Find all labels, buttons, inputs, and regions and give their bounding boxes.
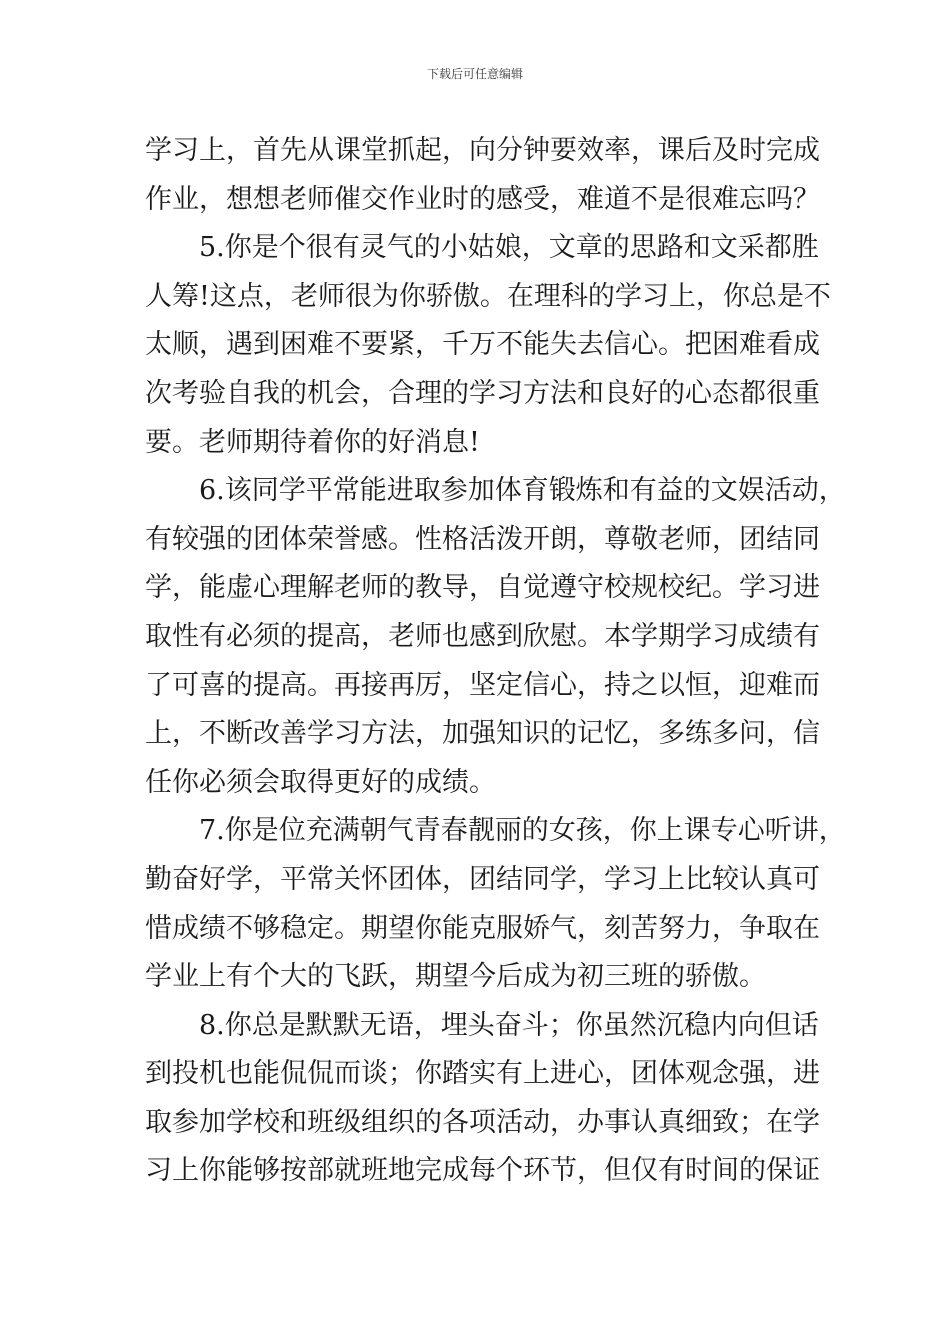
text-line: 要。老师期待着你的好消息! bbox=[145, 426, 480, 458]
paragraph-item-8 bbox=[145, 1002, 820, 1196]
text-line: 学，能虚心理解老师的教导，自觉遵守校规校纪。学习进 bbox=[145, 572, 820, 604]
text-line: 6.该同学平常能进取参加体育锻炼和有益的文娱活动， bbox=[199, 475, 846, 507]
text-line: 7.你是位充满朝气青春靓丽的女孩，你上课专心听讲， bbox=[199, 815, 846, 847]
text-line: 次考验自我的机会，合理的学习方法和良好的心态都很重 bbox=[145, 377, 820, 409]
text-line: 有较强的团体荣誉感。性格活泼开朗，尊敬老师，团结同 bbox=[145, 523, 820, 555]
text-line: 上，不断改善学习方法，加强知识的记忆，多练多问，信 bbox=[145, 718, 820, 750]
text-line: 勤奋好学，平常关怀团体，团结同学，学习上比较认真可 bbox=[145, 863, 820, 895]
text-line: 习上你能够按部就班地完成每个环节，但仅有时间的保证 bbox=[145, 1155, 820, 1187]
text-line: 取性有必须的提高，老师也感到欣慰。本学期学习成绩有 bbox=[145, 620, 820, 652]
text-line: 任你必须会取得更好的成绩。 bbox=[145, 766, 496, 798]
page-header: 下载后可任意编辑 bbox=[426, 67, 523, 81]
paragraph-item-6 bbox=[145, 467, 846, 807]
text-line: 5.你是个很有灵气的小姑娘，文章的思路和文采都胜 bbox=[199, 232, 819, 264]
text-line: 取参加学校和班级组织的各项活动，办事认真细致；在学 bbox=[145, 1106, 820, 1138]
text-line: 了可喜的提高。再接再厉，坚定信心，持之以恒，迎难而 bbox=[145, 669, 820, 701]
paragraph-continuation bbox=[145, 127, 820, 224]
text-line: 学习上，首先从课堂抓起，向分钟要效率，课后及时完成 bbox=[145, 135, 820, 166]
document-body bbox=[145, 127, 846, 1196]
paragraph-item-5 bbox=[145, 224, 831, 467]
text-line: 学业上有个大的飞跃，期望今后成为初三班的骄傲。 bbox=[145, 961, 766, 993]
paragraph-item-7 bbox=[145, 807, 846, 1001]
text-line: 惜成绩不够稳定。期望你能克服娇气，刻苦努力，争取在 bbox=[145, 912, 820, 944]
text-line: 太顺，遇到困难不要紧，千万不能失去信心。把困难看成 bbox=[145, 329, 820, 361]
text-line: 到投机也能侃侃而谈；你踏实有上进心，团体观念强，进 bbox=[145, 1058, 820, 1090]
text-line: 8.你总是默默无语，埋头奋斗；你虽然沉稳内向但话 bbox=[199, 1009, 819, 1041]
text-line: 作业，想想老师催交作业时的感受，难道不是很难忘吗？ bbox=[145, 183, 820, 215]
text-line: 人筹!这点，老师很为你骄傲。在理科的学习上，你总是不 bbox=[145, 280, 831, 312]
